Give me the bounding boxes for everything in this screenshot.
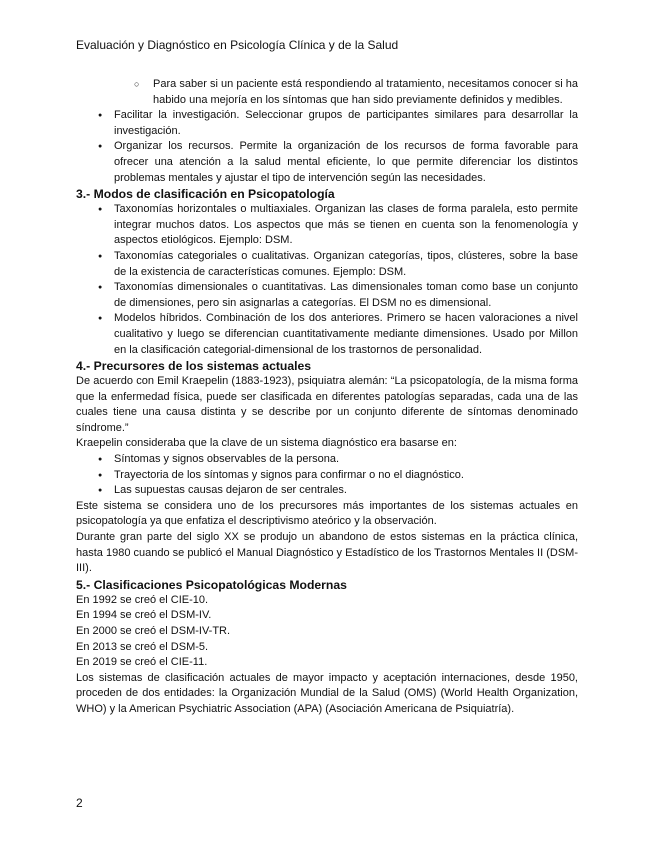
line: En 1992 se creó el CIE-10. (76, 593, 209, 606)
line: En 1994 se creó el DSM-IV. (76, 609, 212, 622)
line: En 2019 se creó el CIE-11. (76, 656, 208, 669)
paragraph: Kraepelin consideraba que la clave de un sistema diagnóstico era basarse en: (76, 437, 457, 450)
page-number: 2 (76, 796, 83, 810)
line: En 2013 se creó el DSM-5. (76, 640, 209, 653)
paragraph: Durante gran parte del siglo XX se produjo un abandono de estos sistemas en la práctica clínica, hasta 1980 cuando se publicó el Manual Diagnóstico y Estadístico de los Trastornos Mentales II (DSM-III). (76, 531, 578, 575)
section-4-heading: 4.- Precursores de los sistemas actuales (76, 359, 312, 374)
bullet-item: ● Facilitar la investigación. Seleccionar grupos de participantes similares para desarrollar la investigación. (76, 108, 578, 139)
section-5-heading: 5.- Clasificaciones Psicopatológicas Modernas (76, 577, 347, 592)
paragraph: De acuerdo con Emil Kraepelin (1883-1923), psiquiatra alemán: “La psicopatología, de la misma forma que la enfermedad física, puede ser clasificada en diferentes patologías separadas, cada una de las cuales tiene una causa distinta y se describe por un conjunto diferente de síntomas denominado síndrome.” (76, 375, 578, 434)
bullet-item: ● Taxonomías horizontales o multiaxiales. Organizan las clases de forma paralela, esto permite integrar muchos datos. Los aspectos que más se tienen en cuenta son la fenomenología y aspectos etiológicos. Ejemplo: DSM. (76, 202, 578, 249)
section-3-list (76, 202, 578, 358)
bullet-item: ● Trayectoria de los síntomas y signos para confirmar o no el diagnóstico. (76, 468, 578, 484)
bullet-item: ● Síntomas y signos observables de la persona. (76, 452, 578, 468)
bullet-item: ● Organizar los recursos. Permite la organización de los recursos de forma favorable para ofrecer una atención a la salud mental eficiente, lo que permite diferenciar los distintos problemas mentales y ajustar el tipo de intervención según las necesidades. (76, 139, 578, 186)
bullet-item: ● Taxonomías dimensionales o cuantitativas. Las dimensionales toman como base un conjunto de dimensiones, pero sin asignarlas a categorías. El DSM no es dimensional. (76, 280, 578, 311)
section-4-list (76, 452, 578, 499)
bullet-item: ● Las supuestas causas dejaron de ser centrales. (76, 483, 578, 499)
paragraph: Este sistema se considera uno de los precursores más importantes de los sistemas actuales en psicopatología ya que enfatiza el descriptivismo ateórico y la observación. (76, 499, 578, 528)
sub-bullet-item: ○ Para saber si un paciente está respondiendo al tratamiento, necesitamos conocer si ha habido una mejoría en los síntomas que han sido previamente definidos y medibles. (76, 77, 578, 108)
sub-bullet-list (76, 77, 578, 108)
line: En 2000 se creó el DSM-IV-TR. (76, 625, 231, 637)
bullet-item: ● Taxonomías categoriales o cualitativas. Organizan categorías, tipos, clústeres, sobre la base de la existencia de características comunes. Ejemplo: DSM. (76, 249, 578, 280)
section-3-heading: 3.- Modos de clasificación en Psicopatología (76, 187, 335, 202)
bullet-list-top (76, 108, 578, 186)
bullet-item: ● Modelos híbridos. Combinación de los dos anteriores. Primero se hacen valoraciones a nivel cualitativo y luego se diferencian cuantitativamente mediante dimensiones. Usado por Millon en la clasificación categorial-dimensional de los trastornos de personalidad. (76, 311, 578, 358)
page-header: Evaluación y Diagnóstico en Psicología Clínica y de la Salud (76, 38, 399, 52)
page-content (76, 77, 578, 718)
paragraph: Los sistemas de clasificación actuales de mayor impacto y aceptación internaciones, desde 1950, proceden de dos entidades: la Organización Mundial de la Salud (OMS) (World Health Organization, WHO) y la American Psychiatric Association (APA) (Asociación Americana de Psiquiatría). (76, 671, 578, 715)
